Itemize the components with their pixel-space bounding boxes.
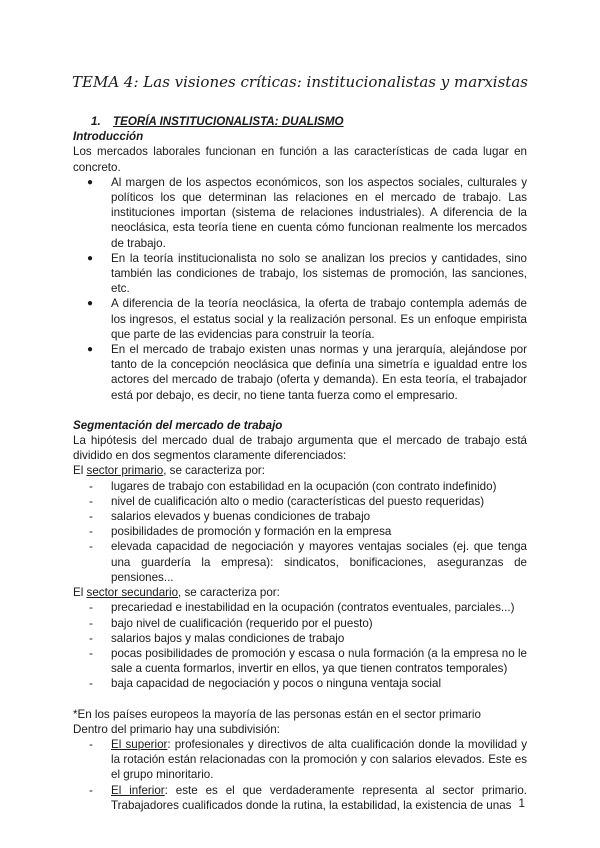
segmentation-heading: Segmentación del mercado de trabajo (73, 418, 283, 432)
list-item: - nivel de cualificación alto o medio (características del puesto requeridas) (89, 494, 485, 508)
list-item-text: A diferencia de la teoría neoclásica, la oferta de trabajo contempla además de los ingresos, el estatus social y la realización personal. Es un enfoque empirista que parte de las evidencias para construir la teoría. (111, 297, 527, 341)
list-item: - lugares de trabajo con estabilidad en la ocupación (con contrato indefinido) (89, 479, 497, 493)
footnote-note: *En los países europeos la mayoría de las personas están en el sector primario (73, 707, 481, 721)
dash-icon: - (89, 616, 93, 630)
intro-paragraph: Los mercados laborales funcionan en función a las características de cada lugar en concreto. (73, 145, 527, 174)
primary-sector-list (73, 479, 527, 585)
bullet-icon: ● (87, 298, 94, 310)
dash-icon: - (89, 479, 93, 493)
list-item (73, 342, 527, 403)
dash-icon: - (89, 783, 93, 797)
dash-icon: - (89, 525, 93, 539)
list-item: - pocas posibilidades de promoción y escasa o nula formación (a la empresa no le sale a cuenta formarlos, invertir en ellos, ya que tienen contratos temporales) (89, 646, 527, 676)
list-item: - elevada capacidad de negociación y mayores ventajas sociales (ej. que tenga una guardería la empresa): sindicatos, bonificaciones, aseguranzas de pensiones... (89, 540, 527, 584)
list-item-text: Al margen de los aspectos económicos, son los aspectos sociales, culturales y políticos los que determinan las relaciones en el mercado de trabajo. Las instituciones importan (sistema de relaciones industriales). A diferencia de la neoclásica, esta teoría tiene en cuenta cómo funcionan realmente los mercados de trabajo. (111, 175, 527, 250)
subdivision-list (73, 737, 527, 813)
subdivision-intro: Dentro del primario hay una subdivisión: (73, 722, 280, 736)
dash-icon: - (89, 601, 93, 615)
dash-icon: - (89, 510, 93, 524)
list-item (73, 251, 527, 297)
bullet-icon: ● (87, 344, 94, 356)
list-item: - baja capacidad de negociación y pocos o ninguna ventaja social (89, 677, 442, 691)
section-number: 1. (91, 115, 101, 128)
primary-sector-label: sector primario (86, 464, 164, 478)
dash-icon: - (89, 540, 93, 554)
subdivision-label: El inferior (111, 783, 165, 797)
dash-icon: - (89, 646, 93, 660)
dash-icon: - (89, 677, 93, 691)
list-item-text: En la teoría institucionalista no solo se analizan los precios y cantidades, sino también las condiciones de trabajo, los sistemas de promoción, las sanciones, etc. (111, 251, 527, 296)
intro-bullet-list (73, 175, 527, 403)
segmentation-paragraph: La hipótesis del mercado dual de trabajo argumenta que el mercado de trabajo está dividido en dos segmentos claramente diferenciados: (73, 434, 527, 463)
section-title: TEORÍA INSTITUCIONALISTA: DUALISMO (113, 115, 344, 128)
secondary-sector-label: sector secundario (86, 586, 179, 600)
list-item: - salarios bajos y malas condiciones de trabajo (89, 631, 345, 645)
list-item: - posibilidades de promoción y formación en la empresa (89, 525, 392, 539)
list-item: - bajo nivel de cualificación (requerido por el puesto) (89, 616, 373, 630)
list-item: - salarios elevados y buenas condiciones de trabajo (89, 510, 371, 524)
bullet-icon: ● (87, 176, 94, 188)
page-title: TEMA 4: Las visiones críticas: institucionalistas y marxistas (72, 73, 528, 91)
subdivision-label: El superior (111, 737, 168, 751)
list-item-text: En el mercado de trabajo existen unas normas y una jerarquía, alejándose por tanto de la concepción neoclásica que definía una simetría e igualdad entre los actores del mercado de trabajo (oferta y demanda). En esta teoría, el trabajador está por debajo, es decir, no tiene tanta fuerza como el empresario. (111, 343, 527, 402)
dash-icon: - (89, 737, 93, 751)
page-number: 1 (518, 797, 525, 810)
dash-icon: - (89, 494, 93, 508)
list-item: - precariedad e inestabilidad en la ocupación (contratos eventuales, parciales...) (89, 601, 515, 615)
secondary-sector-list (73, 600, 527, 691)
list-item: - El inferior: este es el que verdaderamente representa al sector primario. Trabajadores cualificados donde la rutina, la estabilidad, la existencia de unas (89, 783, 528, 812)
intro-heading: Introducción (73, 130, 144, 144)
list-item (73, 175, 527, 251)
document-body (73, 114, 527, 813)
list-item (73, 296, 527, 342)
section-heading (91, 114, 527, 129)
secondary-sector-intro: El sector secundario, se caracteriza por: (73, 586, 280, 600)
primary-sector-intro: El sector primario, se caracteriza por: (73, 464, 266, 478)
list-item: - El superior: profesionales y directivos de alta cualificación donde la movilidad y la rotación están relacionadas con la promoción y con salarios elevados. Este es el grupo minoritario. (89, 737, 527, 782)
bullet-icon: ● (87, 252, 94, 264)
dash-icon: - (89, 631, 93, 645)
